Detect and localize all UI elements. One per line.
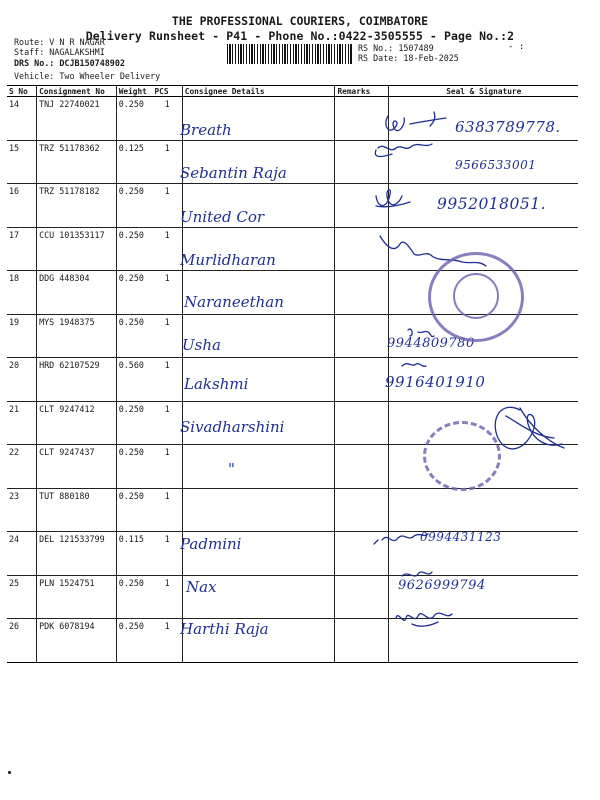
signature-row25 <box>402 572 432 576</box>
col-weight: Weight <box>116 86 152 97</box>
row-consignment: MYS 1948375 <box>37 314 117 358</box>
handwritten-name: Padmini <box>180 535 242 553</box>
row-consignment: TUT 880180 <box>37 488 117 532</box>
page-dot <box>8 771 11 774</box>
handwritten-name: Sivadharshini <box>180 418 285 436</box>
row-consignment: HRD 62107529 <box>37 358 117 402</box>
row-weight: 0.250 <box>116 97 152 141</box>
row-pcs: 1 <box>152 575 182 619</box>
row-pcs: 1 <box>152 140 182 184</box>
row-weight: 0.250 <box>116 488 152 532</box>
handwritten-name: " <box>228 460 235 478</box>
row-sno: 26 <box>7 619 37 663</box>
row-sno: 18 <box>7 271 37 315</box>
corner-mark: - : <box>508 42 525 52</box>
handwritten-name: United Cor <box>180 208 265 226</box>
row-weight: 0.250 <box>116 619 152 663</box>
row-sno: 16 <box>7 184 37 228</box>
handwritten-phone: 9952018051. <box>437 195 547 213</box>
row-sno: 14 <box>7 97 37 141</box>
row-sno: 24 <box>7 532 37 576</box>
handwritten-phone: 9626999794 <box>398 578 486 593</box>
row-consignment: DDG 448304 <box>37 271 117 315</box>
handwritten-phone: 6383789778. <box>455 118 561 136</box>
row-weight: 0.125 <box>116 140 152 184</box>
row-sno: 22 <box>7 445 37 489</box>
row-weight: 0.115 <box>116 532 152 576</box>
row-pcs: 1 <box>152 401 182 445</box>
handwritten-name: Murlidharan <box>180 251 276 269</box>
row-pcs: 1 <box>152 445 182 489</box>
row-consignment: TRZ 51178182 <box>37 184 117 228</box>
handwritten-name: Breath <box>180 121 232 139</box>
signature-row24 <box>374 534 428 544</box>
col-pcs: PCS <box>152 86 182 97</box>
handwritten-name: Harthi Raja <box>180 620 269 638</box>
row-sno: 19 <box>7 314 37 358</box>
drs-line: DRS No.: DCJB150748902 <box>14 57 125 68</box>
col-sno: S No <box>7 86 37 97</box>
row-weight: 0.250 <box>116 271 152 315</box>
row-sno: 23 <box>7 488 37 532</box>
row-consignment: TRZ 51178362 <box>37 140 117 184</box>
handwritten-name: Lakshmi <box>184 375 249 393</box>
row-weight: 0.250 <box>116 314 152 358</box>
rs-date: RS Date: 18-Feb-2025 <box>358 53 459 64</box>
row-pcs: 1 <box>152 97 182 141</box>
rs-number: RS No.: 1507489 <box>358 43 434 53</box>
row-pcs: 1 <box>152 184 182 228</box>
signature-row21-22 <box>495 407 564 449</box>
row-pcs: 1 <box>152 314 182 358</box>
row-consignment: CLT 9247437 <box>37 445 117 489</box>
col-remarks: Remarks <box>335 86 389 97</box>
company-title: THE PROFESSIONAL COURIERS, COIMBATORE <box>171 14 429 28</box>
row-pcs: 1 <box>152 358 182 402</box>
row-consignment: TNJ 22740021 <box>37 97 117 141</box>
row-pcs: 1 <box>152 488 182 532</box>
faded-seal-stamp <box>423 421 501 491</box>
row-consignment: DEL 121533799 <box>37 532 117 576</box>
row-weight: 0.250 <box>116 227 152 271</box>
row-consignment: CCU 101353117 <box>37 227 117 271</box>
signature-row15 <box>375 144 432 157</box>
vehicle-line: Vehicle: Two Wheeler Delivery <box>14 71 161 81</box>
row-weight: 0.250 <box>116 401 152 445</box>
row-consignment: CLT 9247412 <box>37 401 117 445</box>
col-consignment: Consignment No <box>37 86 117 97</box>
staff-line: Staff: NAGALAKSHMI <box>14 47 105 58</box>
row-sno: 21 <box>7 401 37 445</box>
handwritten-phone: 9944809780 <box>387 336 475 351</box>
handwritten-phone: 9916401910 <box>385 373 486 391</box>
row-pcs: 1 <box>152 271 182 315</box>
row-weight: 0.250 <box>116 184 152 228</box>
row-sno: 15 <box>7 140 37 184</box>
row-pcs: 1 <box>152 532 182 576</box>
signature-row20 <box>408 329 434 336</box>
row-sno: 17 <box>7 227 37 271</box>
row-weight: 0.560 <box>116 358 152 402</box>
col-consignee: Consignee Details <box>182 86 335 97</box>
handwritten-name: Sebantin Raja <box>180 164 287 182</box>
handwritten-name: Usha <box>182 336 221 354</box>
row-sno: 20 <box>7 358 37 402</box>
route-line: Route: V N R NAGAR <box>14 37 105 47</box>
row-sno: 25 <box>7 575 37 619</box>
runsheet-subtitle: Delivery Runsheet - P41 - Phone No.:0422-3505555 - Page No.:2 <box>85 29 515 43</box>
row-weight: 0.250 <box>116 445 152 489</box>
row-consignment: PLN 1524751 <box>37 575 117 619</box>
signature-row14 <box>386 112 446 131</box>
row-weight: 0.250 <box>116 575 152 619</box>
handwritten-phone: 9566533001 <box>455 158 537 172</box>
signature-row20b <box>402 364 426 367</box>
col-seal: Seal & Signature <box>389 86 578 97</box>
row-pcs: 1 <box>152 619 182 663</box>
signature-row26 <box>396 613 452 626</box>
handwritten-phone: 0994431123 <box>420 530 502 544</box>
row-pcs: 1 <box>152 227 182 271</box>
handwritten-name: Nax <box>186 578 217 596</box>
row-consignment: PDK 6078194 <box>37 619 117 663</box>
company-seal-stamp <box>428 252 524 342</box>
handwritten-name: Naraneethan <box>184 293 284 311</box>
signature-row16 <box>376 190 410 207</box>
